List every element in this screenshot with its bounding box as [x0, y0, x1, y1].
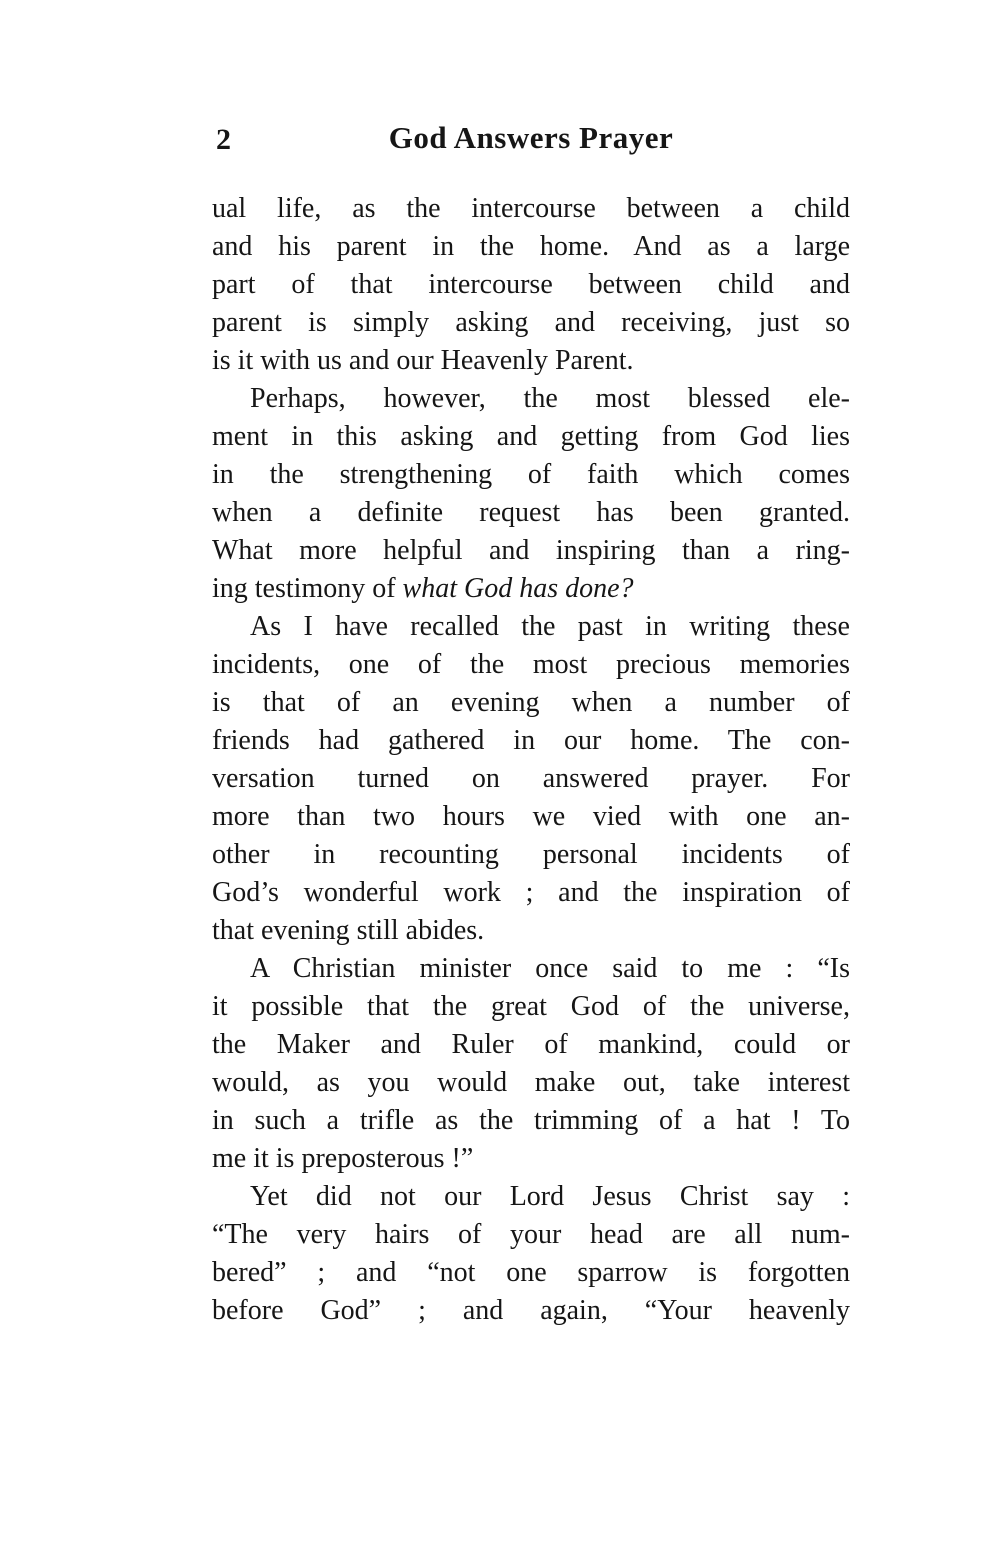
text-segment: part of that intercourse between child and	[212, 269, 850, 300]
text-segment: versation turned on answered prayer. For	[212, 763, 850, 794]
text-segment: is it with us and our Heavenly Parent.	[212, 345, 634, 376]
text-line	[212, 380, 850, 418]
text-segment: God’s wonderful work ; and the inspiration of	[212, 877, 850, 908]
text-segment: and his parent in the home. And as a large	[212, 231, 850, 262]
text-segment: As I have recalled the past in writing these	[250, 611, 850, 642]
text-line	[212, 912, 850, 950]
text-line	[212, 760, 850, 798]
text-line	[212, 608, 850, 646]
text-segment: Perhaps, however, the most blessed ele-	[250, 383, 850, 414]
text-segment: A Christian minister once said to me : “Is	[250, 953, 850, 984]
text-segment: Yet did not our Lord Jesus Christ say :	[250, 1181, 850, 1212]
text-line	[212, 190, 850, 228]
text-line	[212, 646, 850, 684]
text-line	[212, 988, 850, 1026]
text-segment: it possible that the great God of the universe,	[212, 991, 850, 1022]
text-line	[212, 1292, 850, 1330]
text-line	[212, 456, 850, 494]
text-line	[212, 836, 850, 874]
text-line	[212, 570, 850, 608]
text-line	[212, 722, 850, 760]
text-segment: when a definite request has been granted.	[212, 497, 850, 528]
text-line	[212, 1140, 850, 1178]
text-line	[212, 1064, 850, 1102]
text-line	[212, 228, 850, 266]
text-segment: me it is preposterous !”	[212, 1143, 474, 1174]
text-segment: the Maker and Ruler of mankind, could or	[212, 1029, 850, 1060]
text-line	[212, 798, 850, 836]
text-segment: before God” ; and again, “Your heavenly	[212, 1295, 850, 1326]
text-line	[212, 494, 850, 532]
text-segment: more than two hours we vied with one an-	[212, 801, 850, 832]
text-line	[212, 1254, 850, 1292]
text-line	[212, 1026, 850, 1064]
text-line	[212, 1102, 850, 1140]
text-line	[212, 342, 850, 380]
text-segment: incidents, one of the most precious memories	[212, 649, 850, 680]
text-segment: What more helpful and inspiring than a ring-	[212, 535, 850, 566]
text-segment: in such a trifle as the trimming of a hat ! To	[212, 1105, 850, 1136]
text-line	[212, 418, 850, 456]
page-number: 2	[216, 123, 231, 156]
text-segment: other in recounting personal incidents of	[212, 839, 850, 870]
text-segment: parent is simply asking and receiving, just so	[212, 307, 850, 338]
text-segment: ment in this asking and getting from God lies	[212, 421, 850, 452]
text-segment: bered” ; and “not one sparrow is forgotten	[212, 1257, 850, 1288]
text-segment: ual life, as the intercourse between a child	[212, 193, 850, 224]
text-segment: ing testimony of	[212, 573, 403, 604]
text-line	[212, 684, 850, 722]
text-line	[212, 874, 850, 912]
text-line	[212, 304, 850, 342]
italic-phrase: what God has done?	[402, 573, 634, 604]
text-line	[212, 1178, 850, 1216]
text-segment: “The very hairs of your head are all num-	[212, 1219, 850, 1250]
text-line	[212, 950, 850, 988]
page-header	[212, 118, 850, 164]
text-segment: friends had gathered in our home. The con-	[212, 725, 850, 756]
body-text	[212, 190, 850, 1330]
text-segment: in the strengthening of faith which comes	[212, 459, 850, 490]
text-segment: is that of an evening when a number of	[212, 687, 850, 718]
text-segment: that evening still abides.	[212, 915, 485, 946]
text-line	[212, 532, 850, 570]
running-title: God Answers Prayer	[388, 120, 674, 155]
text-line	[212, 266, 850, 304]
text-line	[212, 1216, 850, 1254]
text-segment: would, as you would make out, take interest	[212, 1067, 850, 1098]
